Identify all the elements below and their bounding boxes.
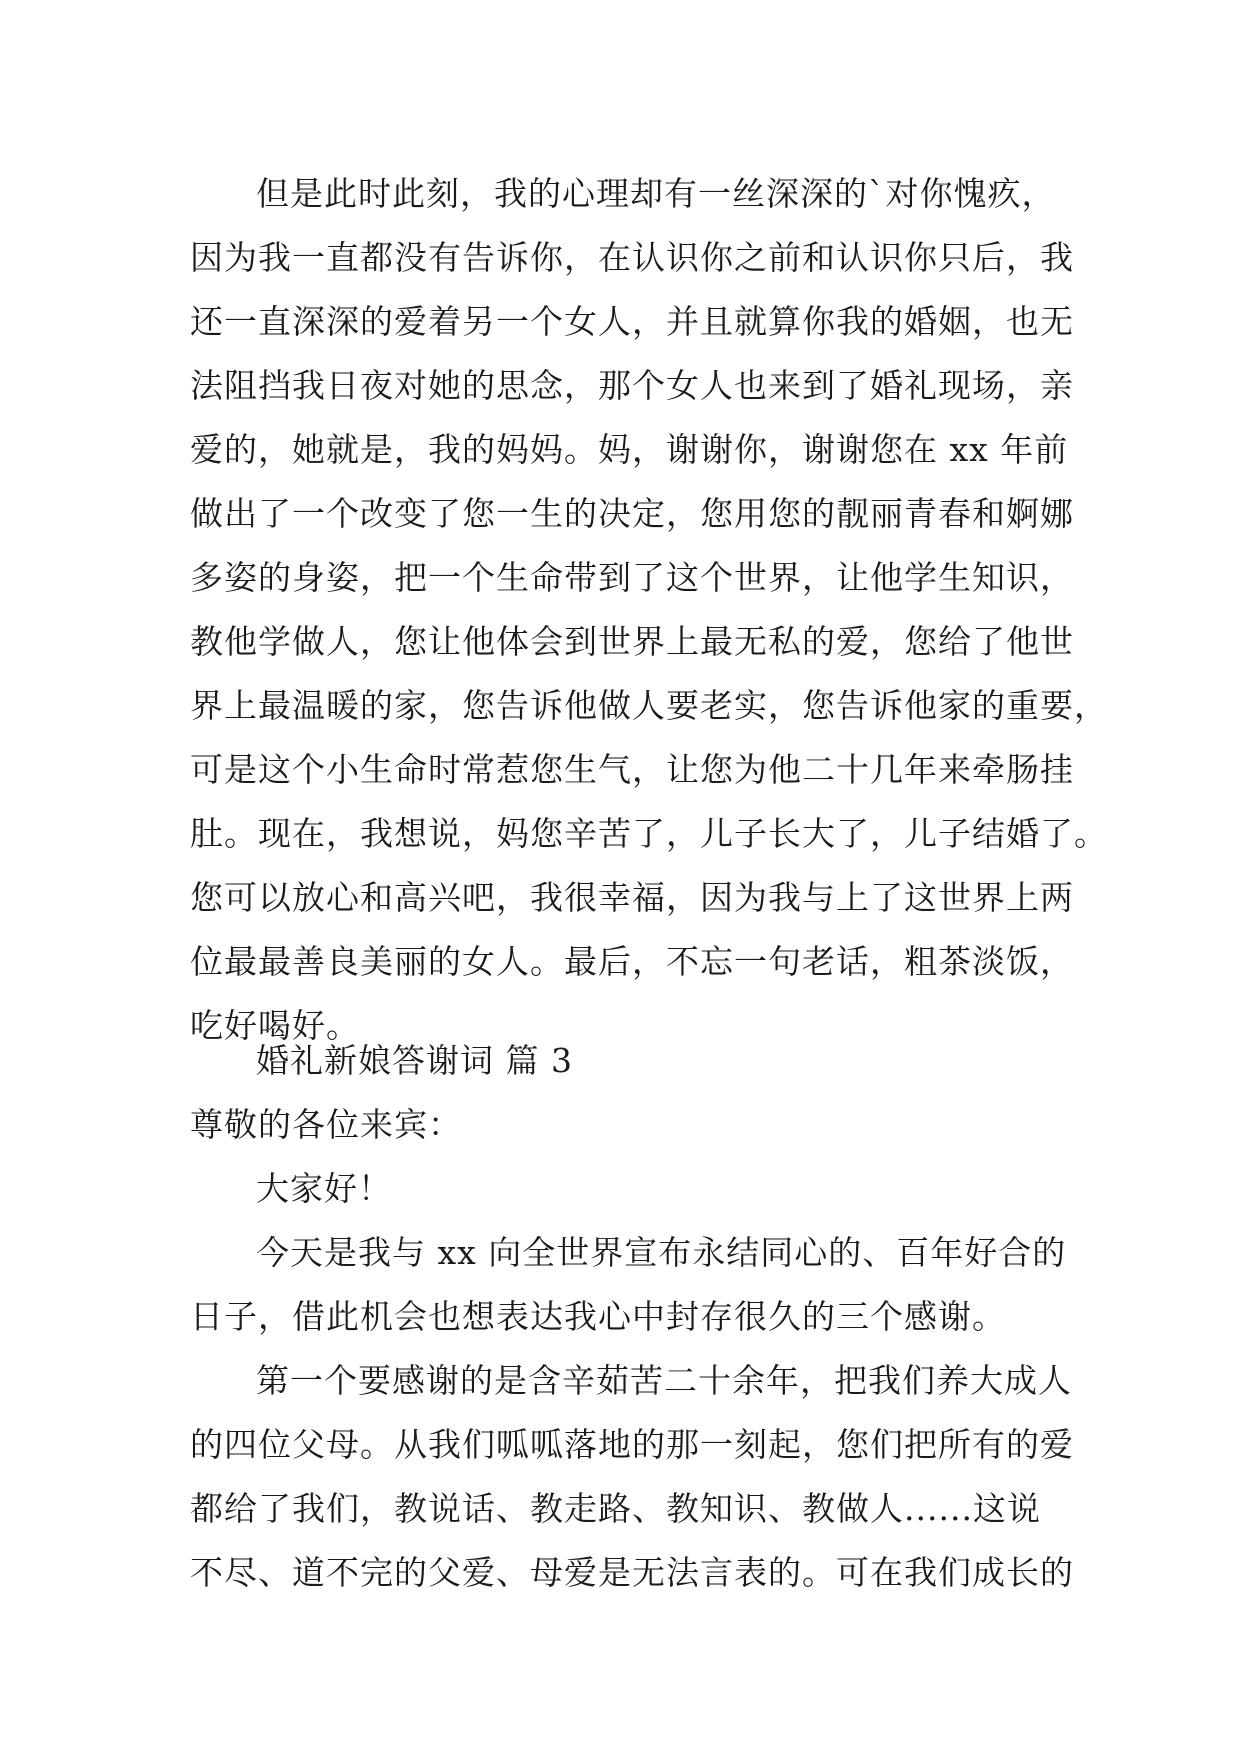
text-line: 界上最温暖的家，您告诉他做人要老实，您告诉他家的重要， [190,686,1108,725]
text-line: 但是此时此刻，我的心理却有一丝深深的`对你愧疚， [256,174,1056,213]
text-line: 大家好！ [256,1169,392,1208]
text-line: 的四位父母。从我们呱呱落地的那一刻起，您们把所有的爱 [190,1425,1074,1464]
text-line: 做出了一个改变了您一生的决定，您用您的靓丽青春和婀娜 [190,494,1074,533]
section-heading: 婚礼新娘答谢词 篇 3 [256,1041,573,1080]
text-line: 位最最善良美丽的女人。最后，不忘一句老话，粗茶淡饭， [190,942,1074,981]
text-line: 不尽、道不完的父爱、母爱是无法言表的。可在我们成长的 [190,1553,1074,1592]
text-line: 多姿的身姿，把一个生命带到了这个世界，让他学生知识， [190,558,1074,597]
paragraph-greeting [190,1157,1070,1221]
text-line: 都给了我们，教说话、教走路、教知识、教做人......这说 [190,1489,1041,1528]
text-line: 您可以放心和高兴吧，我很幸福，因为我与上了这世界上两 [190,878,1074,917]
text-line: 吃好喝好。 [190,1006,360,1045]
paragraph-parents-thanks [190,1349,1074,1605]
salutation: 尊敬的各位来宾： [190,1105,462,1144]
text-line: 爱的，她就是，我的妈妈。妈，谢谢你，谢谢您在 xx 年前 [190,430,1069,469]
text-line: 法阻挡我日夜对她的思念，那个女人也来到了婚礼现场，亲 [190,366,1074,405]
text-line: 日子，借此机会也想表达我心中封存很久的三个感谢。 [190,1297,1006,1336]
text-line: 肚。现在，我想说，妈您辛苦了，儿子长大了，儿子结婚了。 [190,814,1108,853]
text-line: 今天是我与 xx 向全世界宣布永结同心的、百年好合的 [256,1233,1067,1272]
text-line: 第一个要感谢的是含辛茹苦二十余年，把我们养大成人 [256,1361,1072,1400]
paragraph-announcement [190,1221,1070,1349]
text-line: 因为我一直都没有告诉你，在认识你之前和认识你只后，我 [190,238,1074,277]
text-line: 还一直深深的爱着另一个女人，并且就算你我的婚姻，也无 [190,302,1074,341]
text-line: 教他学做人，您让他体会到世界上最无私的爱，您给了他世 [190,622,1074,661]
text-line: 可是这个小生命时常惹您生气，让您为他二十几年来牵肠挂 [190,750,1074,789]
paragraph-mother-tribute [190,162,1108,1058]
